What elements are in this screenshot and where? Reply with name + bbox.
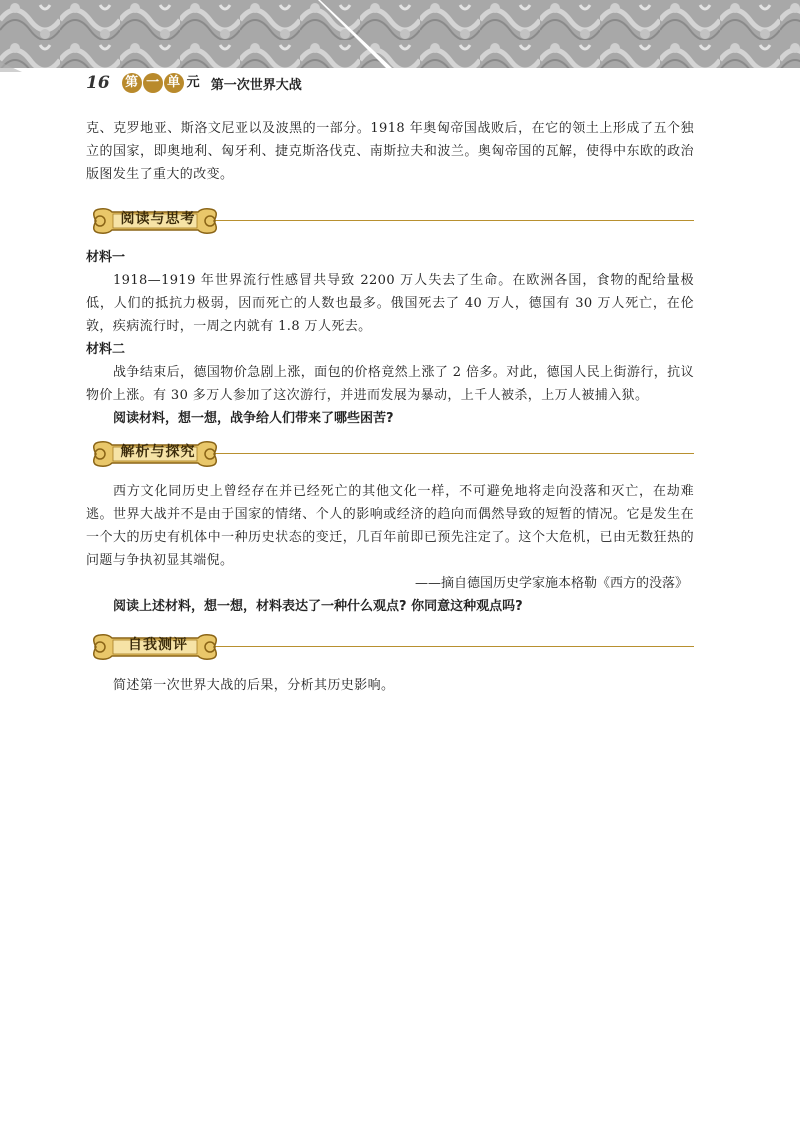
unit-char: 元 <box>186 75 200 90</box>
discussion-question: 阅读上述材料，想一想，材料表达了一种什么观点? 你同意这种观点吗? <box>113 599 523 614</box>
heading-rule <box>186 453 694 454</box>
reading-section <box>86 246 694 430</box>
chapter-title: 第一次世界大战 <box>210 77 302 93</box>
section-heading-label: 自我测评 <box>128 637 188 653</box>
unit-badge <box>122 73 201 93</box>
analysis-section <box>86 480 694 618</box>
heading-rule <box>186 220 694 221</box>
self-test-section-heading <box>86 630 694 664</box>
material-paragraph: 1918—1919 年世界流行性感冒共导致 2200 万人失去了生命。在欧洲各国，食物的配给量极低，人们的抵抗力极弱，因而死亡的人数也最多。俄国死去了 40 万人，德国有 30 万人死亡，在伦敦，疾病流行时，一周之内就有 1.8 万人死去。 <box>86 273 694 334</box>
material-label: 材料二 <box>86 342 126 357</box>
unit-char: 一 <box>143 73 163 93</box>
intro-paragraph: 克、克罗地亚、斯洛文尼亚以及波黑的一部分。1918 年奥匈帝国战败后，在它的领土上形成了五个独立的国家，即奥地利、匈牙利、捷克斯洛伐克、南斯拉夫和波兰。奥匈帝国的瓦解，使得中东欧的政治版图发生了重大的改变。 <box>86 121 694 182</box>
page-number: 16 <box>86 73 110 93</box>
citation: ——摘自德国历史学家施本格勒《西方的没落》 <box>414 576 688 591</box>
reading-section-heading <box>86 204 694 238</box>
section-heading-label: 阅读与思考 <box>120 211 196 227</box>
section-heading-label: 解析与探究 <box>120 444 196 460</box>
unit-char: 单 <box>164 73 184 93</box>
heading-rule <box>186 646 694 647</box>
header-banner <box>0 0 800 100</box>
running-header <box>86 72 302 94</box>
analysis-section-heading <box>86 437 694 471</box>
self-test-section <box>86 674 694 697</box>
self-test-prompt: 简述第一次世界大战的后果，分析其历史影响。 <box>113 678 395 693</box>
unit-char: 第 <box>122 73 142 93</box>
material-label: 材料一 <box>86 250 126 265</box>
quote-paragraph: 西方文化同历史上曾经存在并已经死亡的其他文化一样，不可避免地将走向没落和灭亡，在劫难逃。世界大战并不是由于国家的情绪、个人的影响或经济的趋向而偶然导致的短暂的情况。它是发生在一个大的历史有机体中一种历史状态的变迁，几百年前即已预先注定了。这个大危机，已由无数狂热的问题与争执初显其端倪。 <box>86 484 694 568</box>
material-paragraph: 战争结束后，德国物价急剧上涨，面包的价格竟然上涨了 2 倍多。对此，德国人民上街游行，抗议物价上涨。有 30 多万人参加了这次游行，并进而发展为暴动，上千人被杀，上万人被捕入狱。 <box>86 365 694 403</box>
discussion-question: 阅读材料，想一想，战争给人们带来了哪些困苦? <box>113 411 394 426</box>
intro-section <box>86 117 694 186</box>
